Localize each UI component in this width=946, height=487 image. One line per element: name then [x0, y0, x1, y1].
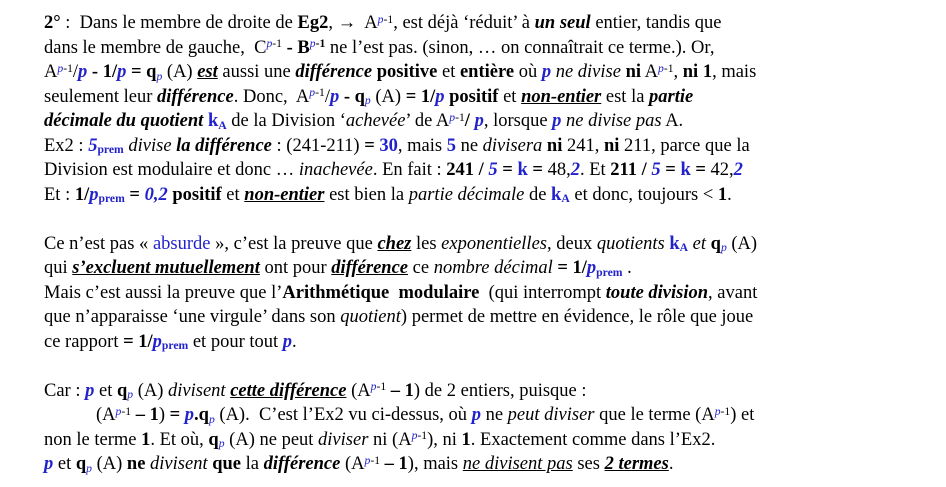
- text-run: =: [126, 62, 147, 82]
- text-run: q: [710, 233, 721, 254]
- text-run: p: [552, 111, 562, 131]
- text-run: p: [720, 241, 727, 255]
- text-run: ne divisent pas: [462, 454, 573, 474]
- text-run: (A): [91, 454, 127, 474]
- text-run: partie: [649, 86, 694, 107]
- text-run: décimale du quotient: [44, 111, 204, 131]
- text-run: divise: [128, 135, 172, 156]
- text-run: ,: [673, 62, 683, 82]
- text-line: [44, 428, 940, 453]
- text-run: Division est modulaire et donc …: [44, 160, 299, 180]
- text-run: prem: [98, 192, 125, 206]
- text-line: [44, 85, 940, 110]
- text-run: k: [517, 160, 528, 180]
- text-run: et: [53, 454, 76, 474]
- text-run: 1/: [74, 184, 90, 205]
- text-run: quotients: [596, 233, 665, 254]
- text-run: = 1/: [557, 258, 587, 278]
- text-run: /: [464, 111, 475, 131]
- text-run: Eg2: [297, 13, 329, 33]
- text-run: ’ de A: [405, 111, 450, 131]
- text-run: quotient: [340, 307, 401, 327]
- text-run: p: [309, 37, 316, 51]
- text-run: -1: [720, 404, 731, 418]
- paragraph: [44, 379, 940, 477]
- text-run: ) de 2 entiers, puisque :: [413, 380, 587, 401]
- text-run: », c’est la preuve que: [210, 233, 378, 254]
- text-run: , → A: [328, 13, 378, 33]
- text-run: 211, parce que la: [619, 135, 750, 156]
- text-run: p: [377, 12, 384, 26]
- text-run: ses: [572, 454, 605, 474]
- text-run: ce rapport: [44, 331, 124, 352]
- text-run: p: [156, 69, 163, 83]
- text-run: (A): [133, 380, 169, 401]
- text-run: ne: [126, 454, 146, 474]
- text-run: p: [714, 404, 721, 418]
- text-run: est: [197, 62, 218, 82]
- text-run: Ce n’est pas «: [44, 233, 153, 254]
- text-run: nombre décimal: [433, 258, 553, 278]
- text-run: 2: [570, 160, 580, 180]
- text-run: p: [44, 454, 54, 474]
- text-run: et: [94, 380, 117, 401]
- text-run: que le terme (A: [594, 405, 715, 425]
- text-run: s’excluent mutuellement: [72, 258, 260, 278]
- text-run: .: [292, 331, 297, 352]
- text-run: prem: [596, 265, 623, 279]
- text-run: p: [86, 461, 92, 475]
- text-run: et donc, toujours <: [569, 184, 718, 205]
- text-run: -1: [121, 404, 132, 418]
- text-run: -1: [370, 453, 381, 467]
- text-run: =: [129, 184, 145, 205]
- text-run: seulement leur: [44, 86, 158, 107]
- text-line: [44, 330, 940, 355]
- text-run: Et :: [44, 184, 75, 205]
- text-run: de: [524, 184, 552, 205]
- text-run: 48,: [547, 160, 571, 180]
- text-run: non-entier: [244, 184, 325, 205]
- text-run: - 1/: [87, 62, 118, 82]
- text-run: différence: [295, 62, 373, 82]
- text-run: entier, tandis que: [590, 13, 722, 33]
- text-line: [44, 109, 940, 134]
- text-line: [44, 403, 940, 428]
- text-line: [44, 232, 940, 257]
- text-run: que: [212, 454, 242, 474]
- text-run: A: [218, 118, 227, 132]
- text-run: : (241-211): [271, 135, 365, 156]
- text-run: 1: [461, 429, 471, 450]
- text-run: ni: [625, 62, 642, 82]
- text-run: (A: [96, 405, 116, 425]
- text-run: . En fait :: [372, 160, 447, 180]
- text-line: [44, 11, 940, 36]
- text-run: p: [364, 94, 371, 108]
- text-run: partie décimale: [408, 184, 525, 205]
- text-run: A: [641, 62, 658, 82]
- text-run: 1: [141, 429, 151, 450]
- text-run: 241,: [562, 135, 604, 156]
- text-run: -1: [663, 61, 674, 75]
- text-run: p: [117, 62, 127, 82]
- text-line: [44, 183, 940, 208]
- text-run: .: [727, 184, 732, 205]
- text-run: toute division: [605, 282, 709, 303]
- text-run: . Et où,: [150, 429, 209, 450]
- text-run: ni 1: [682, 62, 713, 82]
- text-run: p: [586, 258, 597, 278]
- text-run: ce: [408, 258, 434, 278]
- text-run: ni: [603, 135, 620, 156]
- text-run: positif: [449, 86, 499, 107]
- text-run: A: [561, 192, 570, 206]
- text-run: = 1/: [405, 86, 436, 107]
- text-run: -1: [315, 37, 326, 51]
- text-run: et: [221, 184, 245, 205]
- text-run: est bien la: [324, 184, 409, 205]
- text-run: -1: [383, 12, 394, 26]
- text-run: 241 /: [446, 160, 489, 180]
- text-run: non-entier: [521, 86, 602, 107]
- text-run: ne: [480, 405, 508, 425]
- text-run: entière: [459, 62, 515, 82]
- text-run: de la Division ‘: [226, 111, 346, 131]
- text-run: divisera: [482, 135, 543, 156]
- text-line: [44, 305, 940, 330]
- text-run: et: [498, 86, 522, 107]
- text-run: 2: [733, 160, 743, 180]
- text-run: et: [437, 62, 460, 82]
- text-run: .: [668, 454, 674, 474]
- text-run: ne divise pas: [566, 111, 662, 131]
- text-run: 5: [488, 160, 498, 180]
- text-run: (A) ne peut: [224, 429, 319, 450]
- text-run: les: [411, 233, 442, 254]
- text-run: p: [115, 404, 122, 418]
- text-run: p: [329, 86, 340, 107]
- text-run: absurde: [152, 233, 211, 254]
- text-run: Car :: [44, 380, 86, 401]
- text-run: prem: [161, 339, 189, 353]
- text-run: inachevée: [298, 160, 373, 180]
- text-run: (A: [346, 380, 371, 401]
- text-run: 5: [88, 135, 98, 156]
- text-run: q: [75, 454, 87, 474]
- text-run: p: [657, 61, 664, 75]
- text-run: q: [208, 429, 219, 450]
- text-run: -1: [455, 110, 465, 124]
- text-line: [44, 281, 940, 306]
- text-run: q: [198, 405, 209, 425]
- text-run: -1: [63, 61, 73, 75]
- text-run: – 1: [386, 380, 414, 401]
- paragraph: [44, 232, 940, 355]
- text-run: cette différence: [230, 380, 347, 401]
- text-run: .: [622, 258, 632, 278]
- text-run: p: [127, 388, 134, 402]
- text-run: exponentielles: [441, 233, 547, 254]
- text-run: ): [158, 405, 170, 425]
- text-run: 5: [446, 135, 456, 156]
- text-run: -1: [315, 86, 325, 100]
- text-line: [44, 36, 940, 61]
- text-run: p: [184, 405, 195, 425]
- text-run: Arithmétique modulaire: [282, 282, 480, 303]
- text-run: (qui interrompt: [479, 282, 606, 303]
- text-run: .: [194, 405, 199, 425]
- text-run: ne: [455, 135, 483, 156]
- text-run: ont pour: [259, 258, 332, 278]
- text-run: différence: [157, 86, 234, 107]
- text-line: [44, 60, 940, 85]
- text-run: peut diviser: [507, 405, 595, 425]
- text-run: ) et: [730, 405, 755, 425]
- text-run: ) permet de mettre en évidence, le rôle que joue: [400, 307, 754, 327]
- text-run: 1: [717, 184, 728, 205]
- text-run: 0,2: [144, 184, 168, 205]
- text-run: p: [449, 110, 456, 124]
- text-run: p: [474, 111, 484, 131]
- text-run: . Et: [579, 160, 611, 180]
- text-run: positif: [172, 184, 222, 205]
- text-run: =: [364, 135, 380, 156]
- text-run: (A): [726, 233, 758, 254]
- text-run: qui: [44, 258, 73, 278]
- text-run: divisent: [168, 380, 226, 401]
- text-run: p: [78, 62, 88, 82]
- text-run: différence: [331, 258, 408, 278]
- text-run: 5: [651, 160, 661, 180]
- text-run: chez: [377, 233, 412, 254]
- paragraph: [44, 11, 940, 207]
- text-run: que n’apparaisse ‘une virgule’ dans son: [44, 307, 341, 327]
- text-line: [44, 452, 940, 477]
- text-run: . Donc, A: [233, 86, 310, 107]
- text-line: [44, 158, 940, 183]
- text-run: p: [364, 453, 371, 467]
- text-run: 30: [379, 135, 398, 156]
- text-run: et pour tout: [188, 331, 283, 352]
- text-run: p: [370, 380, 377, 394]
- text-run: , avant: [708, 282, 758, 303]
- text-run: p: [411, 429, 418, 443]
- text-run: , deux: [547, 233, 597, 254]
- text-run: p: [435, 86, 445, 107]
- text-run: 211 /: [610, 160, 652, 180]
- text-run: A.: [661, 111, 684, 131]
- text-run: , mais: [712, 62, 757, 82]
- text-line: [44, 256, 940, 281]
- text-run: Mais c’est aussi la preuve que l’: [44, 282, 283, 303]
- text-run: diviser: [318, 429, 369, 450]
- text-run: = 1/: [123, 331, 153, 352]
- text-run: A: [44, 62, 58, 82]
- text-run: =: [169, 405, 185, 425]
- text-run: k: [680, 160, 691, 180]
- text-run: – 1: [380, 454, 408, 474]
- text-run: un seul: [534, 13, 591, 33]
- text-run: ne divise: [555, 62, 621, 82]
- text-run: dans le membre de gauche, C: [44, 37, 267, 58]
- text-run: -1: [376, 380, 387, 394]
- text-run: : Dans le membre de droite de: [60, 13, 298, 33]
- text-run: ne l’est pas. (sinon, … on connaîtrait ce terme.). Or,: [325, 37, 715, 58]
- text-run: où: [514, 62, 542, 82]
- text-run: 42,: [710, 160, 734, 180]
- text-run: p: [57, 61, 64, 75]
- text-run: -1: [272, 37, 282, 51]
- text-run: , mais: [397, 135, 447, 156]
- text-run: /: [72, 62, 79, 82]
- text-run: p: [282, 331, 293, 352]
- text-run: positive: [376, 62, 438, 82]
- text-run: p: [266, 37, 273, 51]
- text-run: p: [89, 184, 99, 205]
- text-run: -: [281, 37, 298, 58]
- text-run: aussi une: [217, 62, 296, 82]
- text-run: non le terme: [44, 429, 142, 450]
- text-run: =: [527, 160, 548, 180]
- text-run: ni: [546, 135, 563, 156]
- text-run: ni (A: [368, 429, 412, 450]
- text-run: p: [309, 86, 316, 100]
- text-run: et: [692, 233, 707, 254]
- text-run: la différence: [176, 135, 272, 156]
- text-run: -1: [417, 429, 428, 443]
- text-run: p: [85, 380, 95, 401]
- text-run: q: [146, 62, 157, 82]
- text-run: – 1: [131, 405, 159, 425]
- text-run: p: [208, 412, 215, 426]
- text-run: 2°: [44, 13, 61, 33]
- text-run: est la: [601, 86, 650, 107]
- text-run: p: [541, 62, 552, 82]
- text-run: (A): [162, 62, 198, 82]
- text-run: q: [354, 86, 365, 107]
- text-run: p: [218, 437, 225, 451]
- text-run: achevée: [345, 111, 406, 131]
- text-run: B: [297, 37, 310, 58]
- text-run: q: [116, 380, 128, 401]
- text-run: k: [207, 111, 219, 131]
- text-run: =: [690, 160, 711, 180]
- text-run: , est déjà ‘réduit’ à: [393, 13, 535, 33]
- text-run: Ex2 :: [44, 135, 89, 156]
- text-run: p: [471, 405, 481, 425]
- text-run: la: [241, 454, 264, 474]
- text-run: k: [551, 184, 562, 205]
- text-line: [44, 134, 940, 159]
- text-run: prem: [97, 143, 124, 157]
- text-run: ), mais: [407, 454, 463, 474]
- text-run: p: [152, 331, 162, 352]
- text-run: divisent: [150, 454, 208, 474]
- text-line: [44, 379, 940, 404]
- text-run: 2 termes: [604, 454, 669, 474]
- text-run: k: [669, 233, 680, 254]
- text-run: /: [324, 86, 330, 107]
- text-run: , lorsque: [483, 111, 553, 131]
- text-run: . Exactement comme dans l’Ex2.: [470, 429, 716, 450]
- text-run: différence: [263, 454, 341, 474]
- document-body: [44, 11, 940, 477]
- text-run: ), ni: [427, 429, 462, 450]
- text-run: A: [679, 241, 689, 255]
- text-run: (A). C’est l’Ex2 vu ci-dessus, où: [214, 405, 472, 425]
- text-run: =: [497, 160, 518, 180]
- text-run: (A: [340, 454, 365, 474]
- text-run: (A): [370, 86, 406, 107]
- text-run: =: [660, 160, 681, 180]
- text-run: -: [339, 86, 355, 107]
